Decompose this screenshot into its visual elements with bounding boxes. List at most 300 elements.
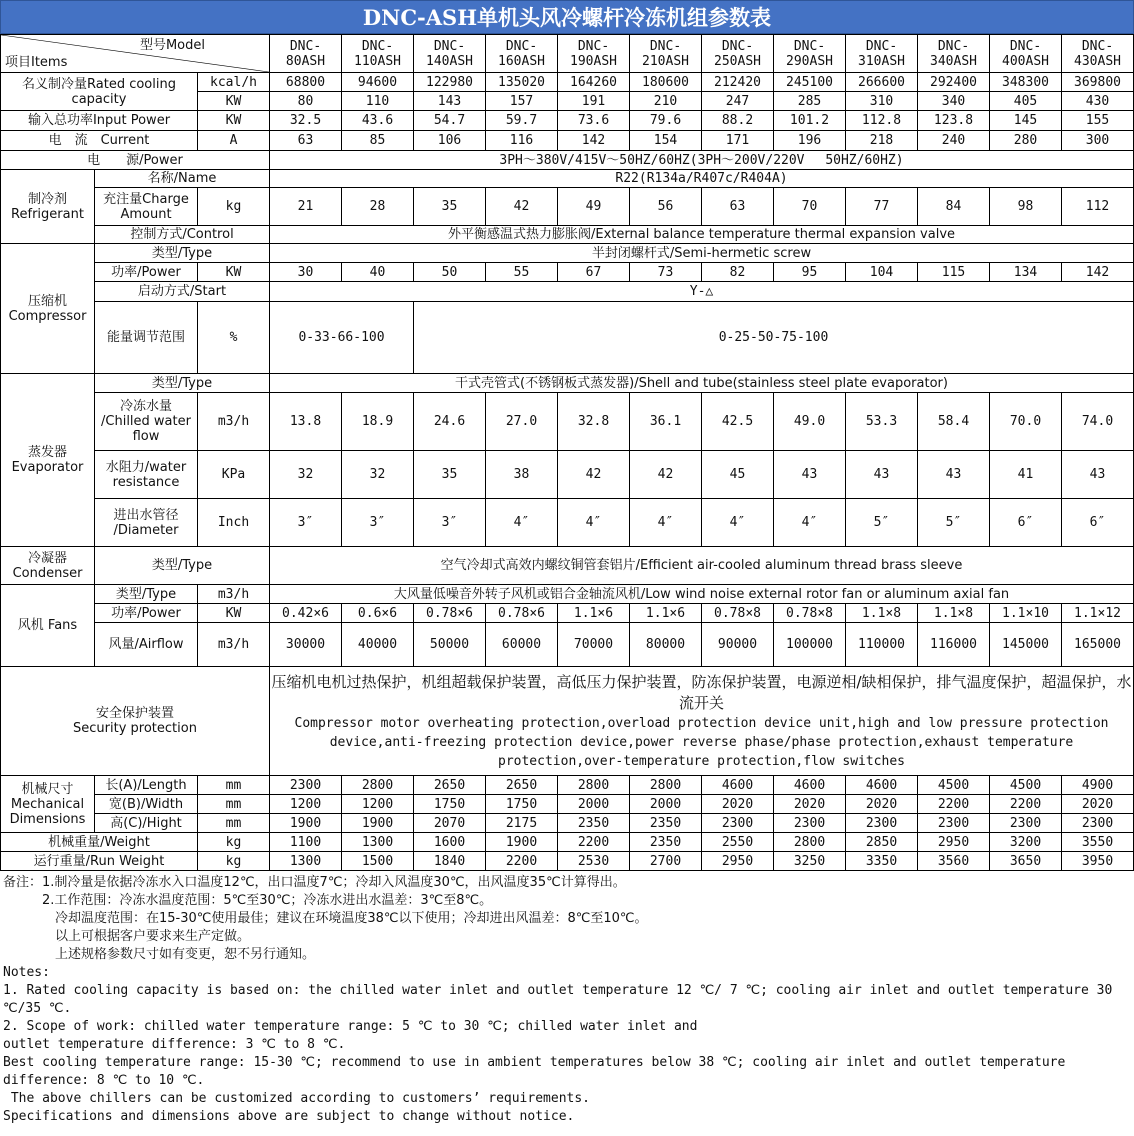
condenser-type-value: 空气冷却式高效内螺纹铜管套铝片/Efficient air-cooled aluminum thread brass sleeve [270, 547, 1134, 585]
table-row [1, 244, 1134, 263]
value-cell: 2350 [630, 814, 702, 833]
value-cell: 2200 [486, 852, 558, 871]
table-row [1, 814, 1134, 833]
model-header: DNC-190ASH [558, 35, 630, 73]
value-cell: 2175 [486, 814, 558, 833]
value-cell: 110 [342, 92, 414, 111]
value-cell: 88.2 [702, 111, 774, 131]
value-cell: 112 [1062, 188, 1134, 226]
model-header: DNC-400ASH [990, 35, 1062, 73]
model-header: DNC-80ASH [270, 35, 342, 73]
value-cell: 55 [486, 263, 558, 282]
value-cell: 4500 [918, 776, 990, 795]
value-cell: 0.6×6 [342, 604, 414, 623]
value-cell: 1900 [342, 814, 414, 833]
value-cell: 21 [270, 188, 342, 226]
unit-cell: A [198, 131, 270, 151]
unit-cell: KW [198, 111, 270, 131]
value-cell: 134 [990, 263, 1062, 282]
refrigerant-name-label: 名称/Name [95, 170, 270, 188]
group-evaporator: 蒸发器 Evaporator [1, 374, 95, 547]
model-header: DNC-290ASH [774, 35, 846, 73]
value-cell: 2020 [846, 795, 918, 814]
note-line: Best cooling temperature range: 15-30 ℃; recommend to use in ambient temperatures below 38 ℃; cooling air inlet and outlet temperature difference: 8 ℃ to 10 ℃. [3, 1055, 1074, 1088]
table-row [1, 451, 1134, 499]
value-cell: 0.78×8 [702, 604, 774, 623]
value-cell: 1100 [270, 833, 342, 852]
value-cell: 43.6 [342, 111, 414, 131]
value-cell: 84 [918, 188, 990, 226]
value-cell: 110000 [846, 623, 918, 667]
note-line: 备注：1.制冷量是依据冷冻水入口温度12℃，出口温度7℃；冷却入风温度30℃，出风温度35℃计算得出。 [3, 875, 626, 890]
model-header: DNC-430ASH [1062, 35, 1134, 73]
value-cell: 266600 [846, 73, 918, 92]
security-label-cn: 安全保护装置 [95, 706, 174, 721]
note-line: 以上可根据客户要求来生产定做。 [3, 929, 251, 944]
unit-cell: m3/h [198, 393, 270, 451]
model-label: 型号Model [139, 38, 205, 53]
value-cell: 4″ [774, 499, 846, 547]
value-cell: 43 [918, 451, 990, 499]
value-cell: 2200 [990, 795, 1062, 814]
group-dimensions: 机械尺寸 Mechanical Dimensions [1, 776, 95, 833]
value-cell: 4500 [990, 776, 1062, 795]
value-cell: 1200 [342, 795, 414, 814]
value-cell: 67 [558, 263, 630, 282]
value-cell: 50 [414, 263, 486, 282]
value-cell: 340 [918, 92, 990, 111]
value-cell: 2200 [558, 833, 630, 852]
table-row [1, 852, 1134, 871]
table-row [1, 151, 1134, 170]
note-line: Notes: [3, 965, 50, 980]
items-label: 项目Items [5, 55, 68, 70]
control-label: 控制方式/Control [95, 226, 270, 244]
value-cell: 32 [270, 451, 342, 499]
note-line: 2. Scope of work: chilled water temperature range: 5 ℃ to 30 ℃; chilled water inlet and [3, 1019, 698, 1034]
evaporator-type-label: 类型/Type [95, 374, 270, 393]
value-cell: 95 [774, 263, 846, 282]
unit-cell: Inch [198, 499, 270, 547]
value-cell: 2700 [630, 852, 702, 871]
table-row [1, 188, 1134, 226]
value-cell: 70 [774, 188, 846, 226]
table-row [1, 282, 1134, 302]
table-row [1, 374, 1134, 393]
value-cell: 3″ [414, 499, 486, 547]
value-cell: 4″ [702, 499, 774, 547]
row-label-power: 电 源/Power [1, 151, 270, 170]
value-cell: 1.1×8 [918, 604, 990, 623]
value-cell: 53.3 [846, 393, 918, 451]
value-cell: 2530 [558, 852, 630, 871]
value-cell: 3560 [918, 852, 990, 871]
value-cell: 1840 [414, 852, 486, 871]
value-cell: 70000 [558, 623, 630, 667]
value-cell: 49 [558, 188, 630, 226]
value-cell: 70.0 [990, 393, 1062, 451]
value-cell: 2200 [918, 795, 990, 814]
value-cell: 63 [270, 131, 342, 151]
row-label-cooling: 名义制冷量Rated cooling capacity [1, 73, 198, 111]
value-cell: 63 [702, 188, 774, 226]
value-cell: 123.8 [918, 111, 990, 131]
value-cell: 2300 [270, 776, 342, 795]
notes [0, 871, 1134, 1126]
value-cell: 2800 [630, 776, 702, 795]
row-label-input-power: 输入总功率Input Power [1, 111, 198, 131]
security-text-cn: 压缩机电机过热保护，机组超载保护装置，高低压力保护装置，防冻保护装置，电源逆相/缺相保护，排气温度保护，超温保护，水流开关 [271, 672, 1132, 712]
power-value: 3PH～380V/415V～50HZ/60HZ(3PH～200V/220V 50HZ/60HZ) [270, 151, 1134, 170]
value-cell: 79.6 [630, 111, 702, 131]
value-cell: 73 [630, 263, 702, 282]
header-corner [1, 35, 270, 73]
value-cell: 80000 [630, 623, 702, 667]
value-cell: 369800 [1062, 73, 1134, 92]
value-cell: 3350 [846, 852, 918, 871]
value-cell: 5″ [918, 499, 990, 547]
value-cell: 2300 [774, 814, 846, 833]
note-line: 上述规格参数尺寸如有变更，恕不另行通知。 [3, 947, 316, 962]
value-cell: 3650 [990, 852, 1062, 871]
value-cell: 116000 [918, 623, 990, 667]
value-cell: 142 [1062, 263, 1134, 282]
model-header: DNC-340ASH [918, 35, 990, 73]
value-cell: 3200 [990, 833, 1062, 852]
value-cell: 143 [414, 92, 486, 111]
value-cell: 43 [846, 451, 918, 499]
value-cell: 1750 [414, 795, 486, 814]
table-row [1, 226, 1134, 244]
value-cell: 2300 [1062, 814, 1134, 833]
model-header: DNC-160ASH [486, 35, 558, 73]
note-line: The above chillers can be customized according to customers’ requirements. [3, 1091, 591, 1106]
value-cell: 4″ [486, 499, 558, 547]
value-cell: 32.8 [558, 393, 630, 451]
unit-cell: m3/h [198, 623, 270, 667]
value-cell: 2300 [846, 814, 918, 833]
value-cell: 180600 [630, 73, 702, 92]
value-cell: 40 [342, 263, 414, 282]
value-cell: 2020 [774, 795, 846, 814]
value-cell: 191 [558, 92, 630, 111]
value-cell: 155 [1062, 111, 1134, 131]
value-cell: 40000 [342, 623, 414, 667]
table-row [1, 667, 1134, 776]
airflow-label: 风量/Airflow [95, 623, 198, 667]
value-cell: 32.5 [270, 111, 342, 131]
unit-cell: mm [198, 795, 270, 814]
value-cell: 171 [702, 131, 774, 151]
value-cell: 1.1×6 [558, 604, 630, 623]
value-cell: 1300 [342, 833, 414, 852]
note-line: Specifications and dimensions above are subject to change without notice. [3, 1109, 575, 1124]
value-cell: 2070 [414, 814, 486, 833]
value-cell: 1.1×12 [1062, 604, 1134, 623]
value-cell: 285 [774, 92, 846, 111]
value-cell: 49.0 [774, 393, 846, 451]
value-cell: 73.6 [558, 111, 630, 131]
start-label: 启动方式/Start [95, 282, 270, 302]
value-cell: 210 [630, 92, 702, 111]
model-header: DNC-210ASH [630, 35, 702, 73]
value-cell: 0.78×6 [414, 604, 486, 623]
value-cell: 2020 [1062, 795, 1134, 814]
capacity-value-1: 0-33-66-100 [270, 302, 414, 374]
page-title: DNC-ASH单机头风冷螺杆冷冻机组参数表 [0, 0, 1134, 34]
capacity-label: 能量调节范围 [95, 302, 198, 374]
value-cell: 50000 [414, 623, 486, 667]
compressor-type-label: 类型/Type [95, 244, 270, 263]
value-cell: 3550 [1062, 833, 1134, 852]
unit-cell: KW [198, 92, 270, 111]
flow-label: 冷冻水量 /Chilled water flow [95, 393, 198, 451]
value-cell: 43 [1062, 451, 1134, 499]
note-line: 2.工作范围：冷冻水温度范围：5℃至30℃；冷冻水进出水温差：3℃至8℃。 [3, 893, 493, 908]
value-cell: 164260 [558, 73, 630, 92]
value-cell: 68800 [270, 73, 342, 92]
group-refrigerant: 制冷剂 Refrigerant [1, 170, 95, 244]
security-text [270, 667, 1134, 776]
value-cell: 4900 [1062, 776, 1134, 795]
value-cell: 4″ [558, 499, 630, 547]
compressor-power-label: 功率/Power [95, 263, 198, 282]
value-cell: 5″ [846, 499, 918, 547]
value-cell: 1900 [486, 833, 558, 852]
value-cell: 2950 [702, 852, 774, 871]
value-cell: 3250 [774, 852, 846, 871]
value-cell: 42 [630, 451, 702, 499]
value-cell: 1500 [342, 852, 414, 871]
control-value: 外平衡感温式热力膨胀阀/External balance temperature thermal expansion valve [270, 226, 1134, 244]
value-cell: 2800 [558, 776, 630, 795]
value-cell: 280 [990, 131, 1062, 151]
value-cell: 2350 [558, 814, 630, 833]
value-cell: 2650 [486, 776, 558, 795]
model-header: DNC-110ASH [342, 35, 414, 73]
diameter-label: 进出水管径 /Diameter [95, 499, 198, 547]
value-cell: 3950 [1062, 852, 1134, 871]
fan-type-value: 大风量低噪音外转子风机或铝合金轴流风机/Low wind noise external rotor fan or aluminum axial fan [270, 585, 1134, 604]
value-cell: 35 [414, 188, 486, 226]
table-row [1, 833, 1134, 852]
compressor-type-value: 半封闭螺杆式/Semi-hermetic screw [270, 244, 1134, 263]
value-cell: 1750 [486, 795, 558, 814]
value-cell: 245100 [774, 73, 846, 92]
note-line: outlet temperature difference: 3 ℃ to 8 ℃. [3, 1037, 346, 1052]
value-cell: 56 [630, 188, 702, 226]
model-header: DNC-310ASH [846, 35, 918, 73]
value-cell: 135020 [486, 73, 558, 92]
table-row [1, 547, 1134, 585]
unit-cell: KW [198, 263, 270, 282]
value-cell: 165000 [1062, 623, 1134, 667]
value-cell: 4600 [846, 776, 918, 795]
height-label: 高(C)/Hight [95, 814, 198, 833]
unit-cell: mm [198, 776, 270, 795]
note-line: 1. Rated cooling capacity is based on: the chilled water inlet and outlet temperature 12 ℃/ 7 ℃; cooling air inlet and outlet temperature 30 ℃/35 ℃. [3, 983, 1121, 1016]
value-cell: 3″ [270, 499, 342, 547]
value-cell: 100000 [774, 623, 846, 667]
value-cell: 28 [342, 188, 414, 226]
value-cell: 2800 [342, 776, 414, 795]
unit-cell: kg [198, 833, 270, 852]
unit-cell: m3/h [198, 585, 270, 604]
value-cell: 430 [1062, 92, 1134, 111]
value-cell: 106 [414, 131, 486, 151]
value-cell: 2350 [630, 833, 702, 852]
value-cell: 4″ [630, 499, 702, 547]
value-cell: 154 [630, 131, 702, 151]
value-cell: 1300 [270, 852, 342, 871]
value-cell: 54.7 [414, 111, 486, 131]
width-label: 宽(B)/Width [95, 795, 198, 814]
value-cell: 247 [702, 92, 774, 111]
value-cell: 85 [342, 131, 414, 151]
table-row [1, 263, 1134, 282]
unit-cell: KPa [198, 451, 270, 499]
value-cell: 142 [558, 131, 630, 151]
value-cell: 4600 [702, 776, 774, 795]
value-cell: 59.7 [486, 111, 558, 131]
value-cell: 2800 [774, 833, 846, 852]
value-cell: 2300 [990, 814, 1062, 833]
value-cell: 1.1×8 [846, 604, 918, 623]
row-label-current: 电 流 Current [1, 131, 198, 151]
value-cell: 292400 [918, 73, 990, 92]
value-cell: 1.1×6 [630, 604, 702, 623]
value-cell: 90000 [702, 623, 774, 667]
value-cell: 122980 [414, 73, 486, 92]
value-cell: 42 [486, 188, 558, 226]
value-cell: 1600 [414, 833, 486, 852]
value-cell: 6″ [990, 499, 1062, 547]
table-row [1, 604, 1134, 623]
table-row [1, 776, 1134, 795]
model-header: DNC-140ASH [414, 35, 486, 73]
value-cell: 2300 [702, 814, 774, 833]
value-cell: 2650 [414, 776, 486, 795]
value-cell: 1.1×10 [990, 604, 1062, 623]
value-cell: 196 [774, 131, 846, 151]
spec-table [0, 34, 1134, 871]
value-cell: 405 [990, 92, 1062, 111]
value-cell: 145 [990, 111, 1062, 131]
value-cell: 36.1 [630, 393, 702, 451]
value-cell: 157 [486, 92, 558, 111]
value-cell: 112.8 [846, 111, 918, 131]
value-cell: 2020 [702, 795, 774, 814]
value-cell: 2950 [918, 833, 990, 852]
unit-cell: kg [198, 188, 270, 226]
value-cell: 38 [486, 451, 558, 499]
value-cell: 41 [990, 451, 1062, 499]
value-cell: 145000 [990, 623, 1062, 667]
table-row [1, 73, 1134, 92]
unit-cell: % [198, 302, 270, 374]
group-compressor: 压缩机 Compressor [1, 244, 95, 374]
value-cell: 4600 [774, 776, 846, 795]
value-cell: 2850 [846, 833, 918, 852]
value-cell: 82 [702, 263, 774, 282]
value-cell: 94600 [342, 73, 414, 92]
run-weight-label: 运行重量/Run Weight [1, 852, 198, 871]
value-cell: 1900 [270, 814, 342, 833]
value-cell: 240 [918, 131, 990, 151]
table-row [1, 393, 1134, 451]
value-cell: 77 [846, 188, 918, 226]
value-cell: 43 [774, 451, 846, 499]
value-cell: 27.0 [486, 393, 558, 451]
value-cell: 2000 [630, 795, 702, 814]
unit-cell: mm [198, 814, 270, 833]
length-label: 长(A)/Length [95, 776, 198, 795]
table-row [1, 35, 1134, 73]
value-cell: 0.78×6 [486, 604, 558, 623]
value-cell: 60000 [486, 623, 558, 667]
fan-type-label: 类型/Type [95, 585, 198, 604]
value-cell: 74.0 [1062, 393, 1134, 451]
value-cell: 30 [270, 263, 342, 282]
table-row [1, 111, 1134, 131]
weight-label: 机械重量/Weight [1, 833, 198, 852]
value-cell: 300 [1062, 131, 1134, 151]
table-row [1, 795, 1134, 814]
value-cell: 3″ [342, 499, 414, 547]
refrigerant-name-value: R22(R134a/R407c/R404A) [270, 170, 1134, 188]
group-condenser: 冷凝器 Condenser [1, 547, 95, 585]
table-row [1, 499, 1134, 547]
charge-label: 充注量Charge Amount [95, 188, 198, 226]
security-label-en: Security protection [73, 721, 197, 736]
value-cell: 24.6 [414, 393, 486, 451]
value-cell: 42 [558, 451, 630, 499]
value-cell: 1200 [270, 795, 342, 814]
value-cell: 2000 [558, 795, 630, 814]
unit-cell: kcal/h [198, 73, 270, 92]
value-cell: 80 [270, 92, 342, 111]
value-cell: 6″ [1062, 499, 1134, 547]
security-text-en: Compressor motor overheating protection,overload protection device unit,high and low pressure protection device,anti-freezing protection device,power reverse phase/phase protection,exhaust temperature protection,over-temperature protection,flow switches [294, 715, 1109, 769]
value-cell: 30000 [270, 623, 342, 667]
value-cell: 115 [918, 263, 990, 282]
condenser-type-label: 类型/Type [95, 547, 270, 585]
value-cell: 0.78×8 [774, 604, 846, 623]
evaporator-type-value: 干式壳管式(不锈钢板式蒸发器)/Shell and tube(stainless steel plate evaporator) [270, 374, 1134, 393]
value-cell: 13.8 [270, 393, 342, 451]
note-line: 冷却温度范围：在15-30℃使用最佳；建议在环境温度38℃以下使用；冷却进出风温差：8℃至10℃。 [3, 911, 648, 926]
value-cell: 101.2 [774, 111, 846, 131]
table-row [1, 302, 1134, 374]
table-row [1, 131, 1134, 151]
security-label [1, 667, 270, 776]
table-row [1, 585, 1134, 604]
unit-cell: kg [198, 852, 270, 871]
value-cell: 212420 [702, 73, 774, 92]
table-row [1, 623, 1134, 667]
value-cell: 18.9 [342, 393, 414, 451]
value-cell: 45 [702, 451, 774, 499]
value-cell: 32 [342, 451, 414, 499]
table-row [1, 170, 1134, 188]
start-value: Y-△ [270, 282, 1134, 302]
capacity-value-2: 0-25-50-75-100 [414, 302, 1134, 374]
value-cell: 104 [846, 263, 918, 282]
resistance-label: 水阻力/water resistance [95, 451, 198, 499]
unit-cell: KW [198, 604, 270, 623]
value-cell: 116 [486, 131, 558, 151]
value-cell: 2550 [702, 833, 774, 852]
